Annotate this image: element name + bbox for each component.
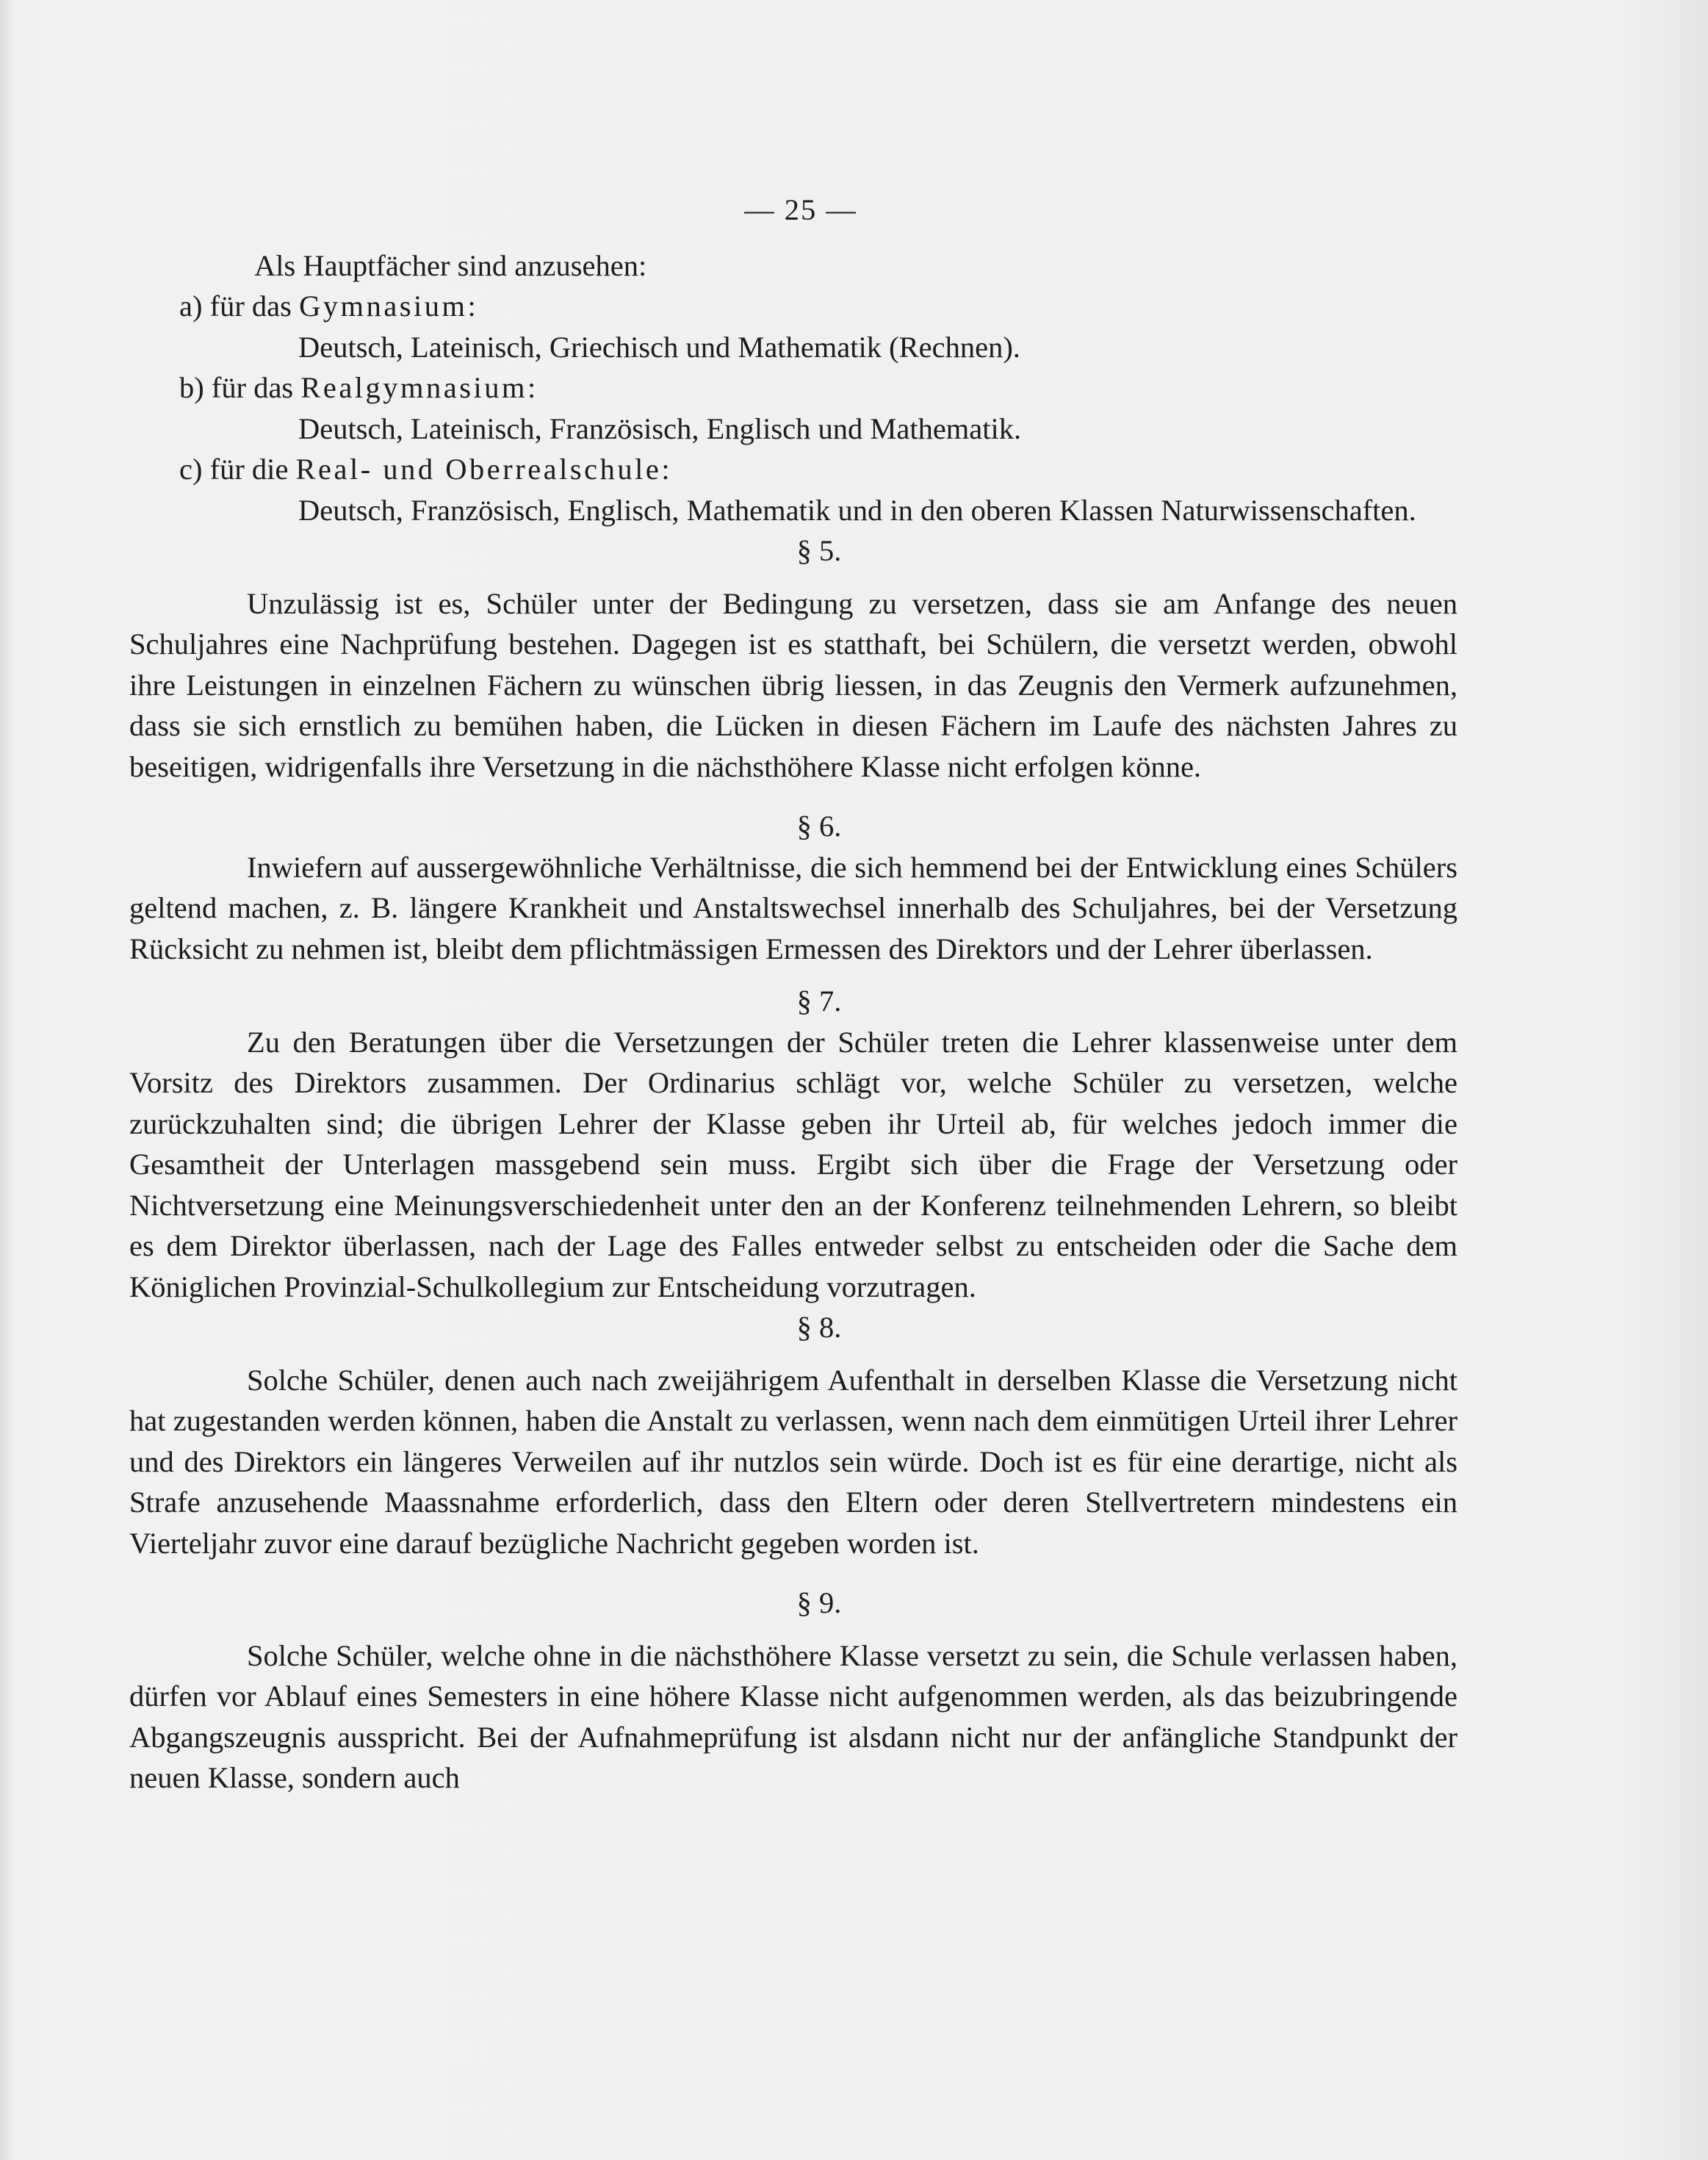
- section-paragraph: Unzulässig ist es, Schüler unter der Bedingung zu versetzen, dass sie am Anfange des neuen Schuljahres eine Nachprüfung bestehen. Dagegen ist es statthaft, bei Schülern, die versetzt werden, obwohl ihre Leistungen in einzelnen Fächern zu wünschen übrig liessen, in das Zeugnis den Vermerk aufzunehmen, dass sie sich ernstlich zu bemühen haben, die Lücken in diesen Fächern im Laufe des nächsten Jahres zu beseitigen, widrigenfalls ihre Versetzung in die nächsthöhere Klasse nicht erfolgen könne.: [129, 586, 1457, 783]
- subject-list: Deutsch, Lateinisch, Griechisch und Mathematik (Rechnen).: [298, 330, 1020, 364]
- list-item-label: a) für das: [179, 289, 292, 323]
- subject-list: Deutsch, Lateinisch, Französisch, Englisch und Mathematik.: [298, 411, 1022, 445]
- school-type: Realgymnasium:: [300, 371, 538, 404]
- section-paragraph: Inwiefern auf aussergewöhnliche Verhältnisse, die sich hemmend bei der Entwicklung eines Schülers geltend machen, z. B. längere Krankheit und Anstaltswechsel innerhalb des Schuljahres, bei der Versetzung Rücksicht zu nehmen ist, bleibt dem pflichtmässigen Ermessen des Direktors und der Lehrer überlassen.: [129, 850, 1457, 965]
- page-content: [129, 190, 1457, 1799]
- section-heading: § 6.: [796, 810, 842, 843]
- list-item-label: b) für das: [179, 371, 294, 404]
- list-item-gymnasium: [129, 286, 1457, 327]
- section-heading: § 7.: [796, 984, 842, 1018]
- section-paragraph: Zu den Beratungen über die Versetzungen der Schüler treten die Lehrer klassenweise unter dem Vorsitz des Direktors zusammen. Der Ordinarius schlägt vor, welche Schüler zu versetzen, welche zurückzuhalten sind; die übrigen Lehrer der Klasse geben ihr Urteil ab, für welches jedoch immer die Gesamtheit der Unterlagen massgebend sein muss. Ergibt sich über die Frage der Versetzung oder Nichtversetzung eine Meinungsverschiedenheit unter den an der Konferenz teilnehmenden Lehrern, so bleibt es dem Direktor überlassen, nach der Lage des Falles entweder selbst zu entscheiden oder die Sache dem Königlichen Provinzial-Schulkollegium zur Entscheidung vorzutragen.: [129, 1025, 1457, 1303]
- school-type: Real- und Oberrealschule:: [295, 453, 673, 486]
- section-paragraph: Solche Schüler, denen auch nach zweijährigem Aufenthalt in derselben Klasse die Versetzung nicht hat zugestanden werden können, haben die Anstalt zu verlassen, wenn nach dem einmütigen Urteil ihrer Lehrer und des Direktors ein längeres Verweilen auf ihr nutzlos sein würde. Doch ist es für eine derartige, nicht als Strafe anzusehende Maassnahme erforderlich, dass den Eltern oder deren Stellvertretern mindestens ein Vierteljahr zuvor eine darauf bezügliche Nachricht gegeben worden ist.: [129, 1363, 1457, 1560]
- subjects-intro: Als Hauptfächer sind anzusehen:: [254, 248, 647, 282]
- page-number: — 25 —: [744, 193, 857, 226]
- section-heading: § 9.: [796, 1586, 842, 1619]
- list-item-realgymnasium: [129, 367, 1457, 408]
- subject-list: Deutsch, Französisch, Englisch, Mathematik und in den oberen Klassen Naturwissenschaften.: [298, 493, 1416, 527]
- school-type: Gymnasium:: [299, 289, 479, 323]
- list-item-oberrealschule: [129, 449, 1457, 490]
- section-paragraph: Solche Schüler, welche ohne in die nächsthöhere Klasse versetzt zu sein, die Schule verlassen haben, dürfen vor Ablauf eines Semesters in eine höhere Klasse nicht aufgenommen werden, als das beizubringende Abgangszeugnis ausspricht. Bei der Aufnahmeprüfung ist alsdann nicht nur der anfängliche Standpunkt der neuen Klasse, sondern auch: [129, 1638, 1457, 1794]
- list-item-label: c) für die: [179, 453, 289, 486]
- section-heading: § 8.: [796, 1311, 842, 1344]
- section-heading: § 5.: [796, 534, 842, 567]
